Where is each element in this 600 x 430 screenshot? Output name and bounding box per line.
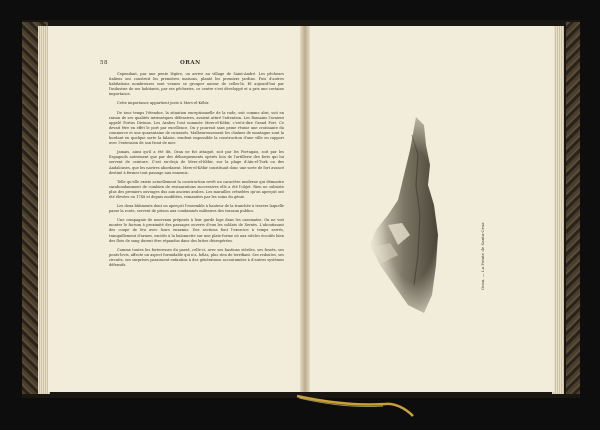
book-gutter (300, 26, 310, 392)
body-text (109, 72, 284, 272)
paragraph: Cependant, par une pente légère, on arrive au village de Saint-André. Les pêcheurs italiens ont construit les premières maisons, planté les premiers jardins. Puis d'autres habitations nombreuses sont venues se grouper autour de celles-là. Et aujourd'hui par l'industrie de ses habitants, par ses pêcheries, ce centre s'est développé et a pris une certaine importance. (109, 72, 284, 97)
paragraph: Comme toutes les forteresses du passé, celle-ci, avec ses bastions stériles, ses fossés, ses ponts-levis, affecte un aspect formidable qui n'a, hélas, plus rien de terrifiant. Ses redoutes, ses circuits, ses surprises paraissent enfantins à des générations accoutumées à d'autres systèmes défensifs. (109, 247, 284, 267)
running-head-title: ORAN (180, 60, 201, 66)
cliff-photograph (368, 115, 448, 315)
paragraph: Jamais, ainsi qu'il a été dit, Oran ne fut attaqué, soit par les Portugais, soit par les Espagnols autrement que par des débarquements opérés loin de l'artillerie des forts qui lui servent de ceinture. C'est en-deçà de Mers-el-Kébir, sur la plage d'Aïn-el-Turk ou des Andalouses, que les navires abordaient. Mers-el-Kébir constituait donc une sorte de fort avancé destiné à fermer tout passage aux ennemis. (109, 150, 284, 175)
paragraph: Une compagnie de nouveaux préposés à leur garde loge dans les casemates. On ne voit monter le factum à proximité des passages ouverts d'eux les soldats de Xerxès. L'aboutissant des coupe de feu avec leurs ennemis. Des sections font l'exercice à temps serrés, tranquillement d'armes, excités à la baïonnette sur une plate-forme où aux siècles écoulés bien des flots de sang durent être répandus dans des luttes désespérées. (109, 218, 284, 243)
paragraph: Les deux bâtiments dont on aperçoit l'ensemble à hauteur de la tranchée à travers laquelle passe la route, servent de prison aux condamnés militaires des travaux publics. (109, 204, 284, 214)
plate-caption: Oran. — La Pointe de Santa-Cruz. (480, 221, 485, 290)
bookmark-ribbon[interactable] (295, 392, 415, 420)
paragraph: Cette importance appartient juste à Mers-el-Kébir. (117, 101, 210, 106)
page-number: 58 (100, 60, 108, 66)
cover-edge-right (566, 22, 580, 394)
paragraph: Telle qu'elle existe actuellement la construction revêt un caractère moderne qui démontre surabondamment de combien de restaurations successives elle a été l'objet. Rien ne subsiste plus des premiers ouvrages dus aux anciens arabes. Les murailles crénelées qu'on aperçoit ont été élevées en 1748 et depuis modifiées, remaniées par les soins du génie. (109, 179, 284, 199)
paragraph: De tous temps l'étendue, la situation exceptionnelle de la rade, soit comme abri, soit en raison de ses qualités intrinsèques défensives, avaient attiré l'attention. Les Romains l'avaient appelé Portus Divinus. Les Arabes l'ont nommée Mers-el-Kébir, c'est-à-dire Grand Port. Ce devait être en effet le port par excellence. On y pourrait sans peine réunir une croissante du commerce et une quarantaine de cuirassés. Malheureusement les chaînes de montagne sont la bordant en quelque sorte la falaise, rendent impossible la construction d'une ville en rapport avec l'extension de son front de mer. (109, 110, 284, 146)
